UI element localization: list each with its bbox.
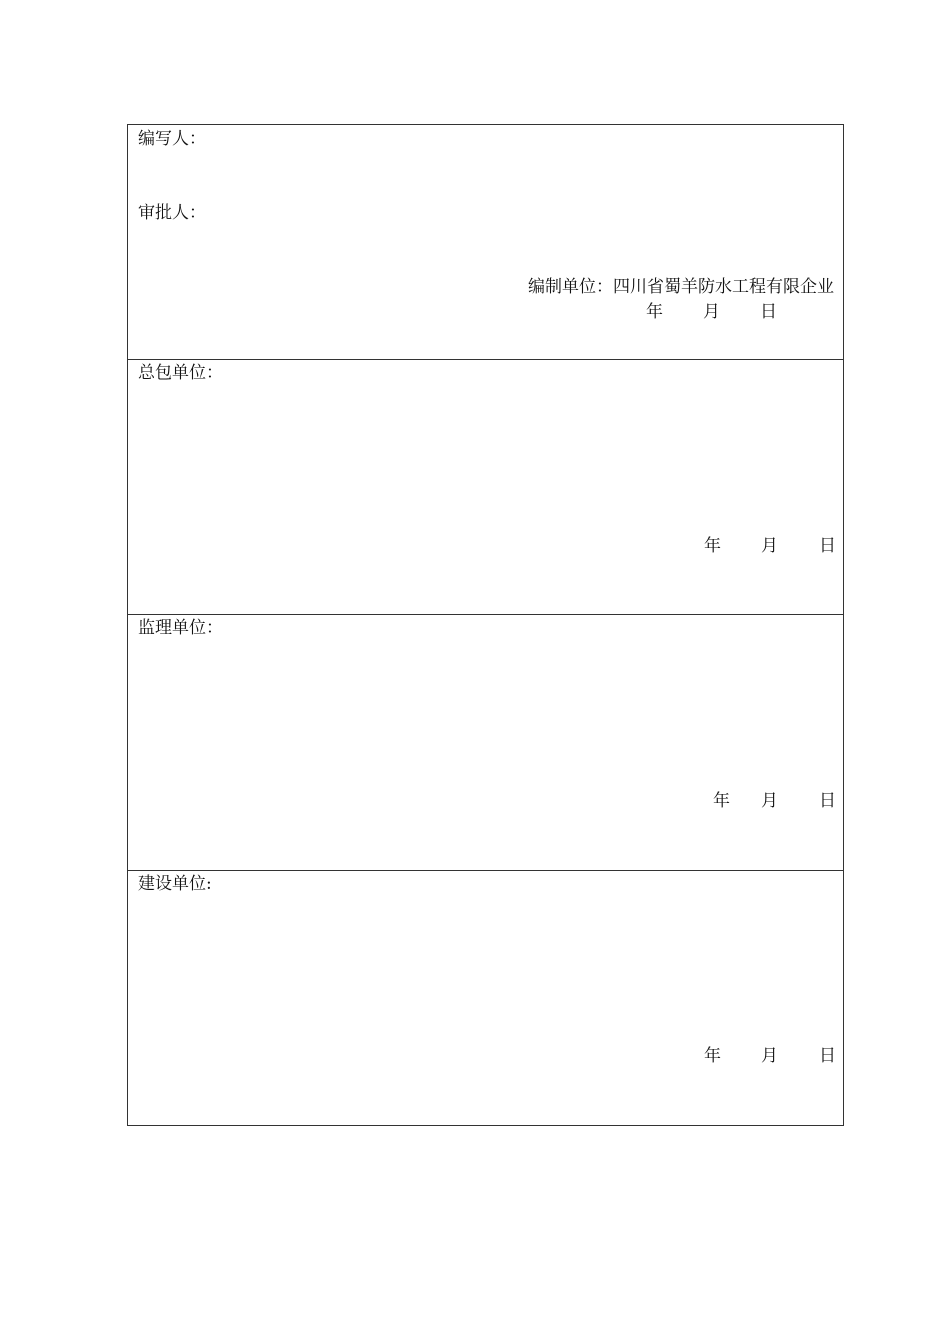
- compiling-unit: [528, 277, 834, 297]
- date-day: 日: [819, 791, 836, 811]
- date-day: 日: [819, 536, 836, 556]
- date-year: 年: [704, 1046, 721, 1066]
- compiling-unit-label: 编制单位：: [528, 277, 613, 297]
- date-year: 年: [646, 302, 663, 322]
- compiling-unit-name: 四川省蜀羊防水工程有限企业: [613, 277, 834, 297]
- supervisor-label: 监理单位：: [138, 618, 223, 638]
- owner-date: [704, 1046, 839, 1066]
- date-month: 月: [761, 536, 778, 556]
- approver-label: 审批人：: [138, 203, 206, 223]
- supervisor-section: [128, 615, 843, 871]
- date-month: 月: [761, 1046, 778, 1066]
- supervisor-date: [713, 791, 839, 811]
- contractor-section: [128, 360, 843, 615]
- date-day: 日: [760, 302, 777, 322]
- contractor-label: 总包单位：: [138, 363, 223, 383]
- writer-label: 编写人：: [138, 129, 206, 149]
- owner-label: 建设单位:: [138, 874, 212, 894]
- owner-section: [128, 871, 843, 1125]
- approval-form-table: [127, 124, 844, 1126]
- date-month: 月: [703, 302, 720, 322]
- date-month: 月: [761, 791, 778, 811]
- date-day: 日: [819, 1046, 836, 1066]
- signoff-date: [646, 302, 786, 322]
- date-year: 年: [704, 536, 721, 556]
- signoff-section: [128, 125, 843, 360]
- date-year: 年: [713, 791, 730, 811]
- contractor-date: [704, 536, 839, 556]
